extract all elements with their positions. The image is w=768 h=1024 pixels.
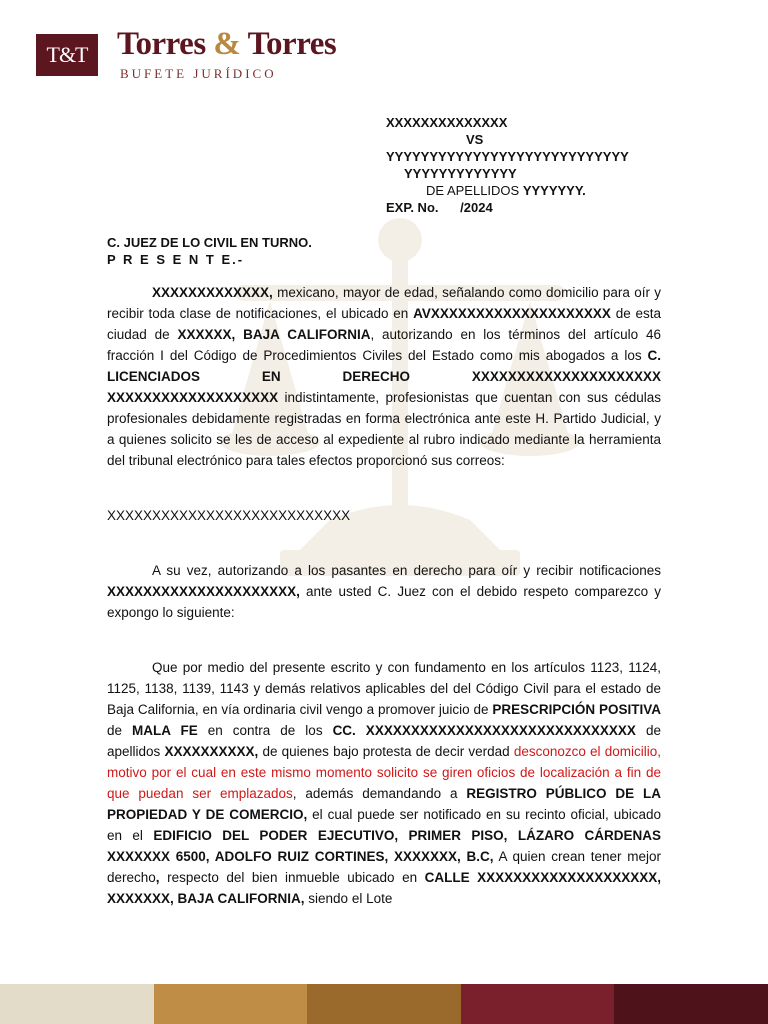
email-list: XXXXXXXXXXXXXXXXXXXXXXXXXXX [107,508,351,523]
versus-line: VS [466,132,484,147]
band-segment [0,984,154,1024]
firm-name: Torres & Torres [117,26,337,62]
paragraph-3: Que por medio del presente escrito y con fundamento en los artículos 1123, 1124, 1125, 1138, 1139, 1143 y demás relativos aplicables del del Código Civil para el estado de Baja California, en vía ordinaria civil vengo a promover juicio de PRESCRIPCIÓN POSITIVA de MALA FE en contra de los CC. XXXXXXXXXXXXXXXXXXXXXXXXXXXXXX de apellidos XXXXXXXXXX, de quienes bajo protesta de decir verdad desconozco el domicilio, motivo por el cual en este mismo momento solicito se giren oficios de localización a fin de que puedan ser emplazados, además demandando a REGISTRO PÚBLICO DE LA PROPIEDAD Y DE COMERCIO, el cual puede ser notificado en su recinto oficial, ubicado en el EDIFICIO DEL PODER EJECUTIVO, PRIMER PISO, LÁZARO CÁRDENAS XXXXXXX 6500, ADOLFO RUIZ CORTINES, XXXXXXX, B.C, A quien crean tener mejor derecho, respecto del bien inmueble ubicado en CALLE XXXXXXXXXXXXXXXXXXXX, XXXXXXX, BAJA CALIFORNIA, siendo el Lote [107,660,661,906]
document-body [107,282,661,909]
logo-initials: T&T [46,42,88,67]
case-number: EXP. No. /2024 [386,200,493,215]
addressee [107,234,312,268]
band-segment [461,984,615,1024]
footer-color-band [0,984,768,1024]
band-segment [307,984,461,1024]
case-header [386,114,629,216]
paragraph-2: A su vez, autorizando a los pasantes en derecho para oír y recibir notificaciones XXXXXXXXXXXXXXXXXXXXX, ante usted C. Juez con el debido respeto comparezco y expongo lo siguiente: [107,563,661,620]
defendant-line-2: YYYYYYYYYYYYY [404,166,517,181]
addressee-presente: P R E S E N T E.- [107,252,245,267]
firm-logo [36,34,98,76]
paragraph-1: XXXXXXXXXXXXX, mexicano, mayor de edad, señalando como domicilio para oír y recibir toda clase de notificaciones, el ubicado en AVXXXXXXXXXXXXXXXXXXXX de esta ciudad de XXXXXX, BAJA CALIFORNIA, autorizando en los términos del artículo 46 fracción I del Código de Procedimientos Civiles del Estado como mis abogados a los C. LICENCIADOS EN DERECHO XXXXXXXXXXXXXXXXXXXXX XXXXXXXXXXXXXXXXXXX indistintamente, profesionistas que cuentan con sus cédulas profesionales debidamente registradas en forma electrónica ante este H. Partido Judicial, y a quienes solicito se les de acceso al expediente al rubro indicado mediante la herramienta del tribunal electrónico para tales efectos proporcionó sus correos: [107,285,661,468]
band-segment [614,984,768,1024]
defendant-line: YYYYYYYYYYYYYYYYYYYYYYYYYYYY [386,149,629,164]
band-segment [154,984,308,1024]
firm-tagline: BUFETE JURÍDICO [120,66,277,81]
addressee-judge: C. JUEZ DE LO CIVIL EN TURNO. [107,235,312,250]
highlighted-text: desconozco el domicilio, motivo por el cual en este mismo momento solicito se giren oficios de localización a fin de que puedan ser emplazados [107,744,661,801]
defendant-surname-line: DE APELLIDOS YYYYYYY. [426,183,586,198]
plaintiff-line: XXXXXXXXXXXXXX [386,115,508,130]
